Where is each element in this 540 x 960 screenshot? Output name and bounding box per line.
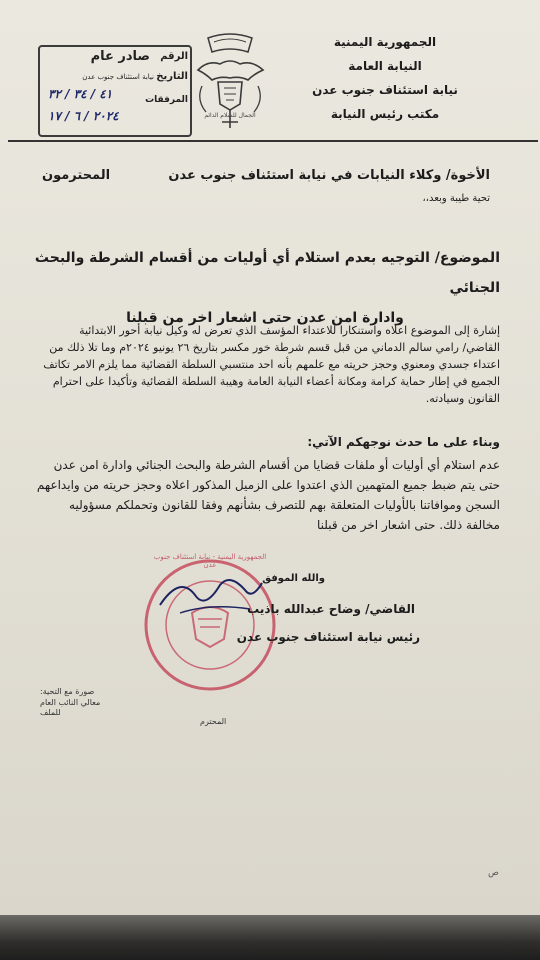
cc-label: صورة مع التحية: xyxy=(40,687,95,696)
intro-paragraph: إشارة إلى الموضوع اعلاه واستنكارا للاعتداء المؤسف الذي تعرض له وكيل نيابة أحور الابتدائية القاضي/ رامي سالم الدماني من قبل قسم شرطة خور مكسر بتاريخ ٢٦ يونيو ٢٠٢٤م وما تلا ذلك من اعتداء جسدي ومعنوي وحجز حريته مع علمهم بأنه احد منتسبي السلطة القضائية مما يلزم الامر تكاتف الجميع في إطار حماية كرامة ومكانة أعضاء النيابة العامة وهيبة السلطة القضائية وتأكيدا على احترام القانون وسيادته. xyxy=(43,324,500,405)
stamp-text: الجمهورية اليمنية - نيابة استئناف جنوب عدن xyxy=(153,553,267,569)
prosecution-name: النيابة العامة xyxy=(348,59,422,73)
reference-box xyxy=(38,45,192,137)
handwritten-signature xyxy=(150,565,270,625)
subject xyxy=(30,243,500,333)
signatory-title: رئيس نيابة استئناف جنوب عدن xyxy=(236,630,420,644)
date-label: التاريخ xyxy=(156,71,188,82)
addressee: الأخوة/ وكلاء النيابات في نيابة استئناف جنوب عدن xyxy=(168,168,490,183)
appeal-office-name: نيابة استئناف جنوب عدن xyxy=(312,83,458,97)
cc-item-2: للملف xyxy=(40,708,61,717)
number-label: الرقم xyxy=(160,51,188,62)
attachments-label: المرفقات xyxy=(145,95,188,105)
box-office-name: نيابة استئناف جنوب عدن xyxy=(82,73,154,81)
republic-name: الجمهورية اليمنية xyxy=(333,35,437,49)
outgoing-label: صادر عام xyxy=(90,49,150,64)
reference-number-value: ٤١ / ٣٤ / ٣٢ xyxy=(48,87,113,101)
footer-mark: ص xyxy=(488,868,499,878)
letterhead xyxy=(285,30,485,126)
header-divider xyxy=(8,140,538,142)
directive-heading: وبناء على ما حدث نوجهكم الآتي: xyxy=(307,435,500,449)
directive-paragraph: عدم استلام أي أوليات أو ملفات قضايا من أقسام الشرطة والبحث الجنائي وادارة امن عدن حتى يتم ضبط جميع المتهمين الذي اعتدوا على الزميل المذكور اعلاه وحجز حريته من وايداعهم السجن وموافاتنا بالأوليات المتعلقة بهم للتصرف بشأنهم وفقا للقانون وتحملكم مسؤوليه مخالفة ذلك. حتى اشعار اخر من قبلنا xyxy=(36,458,500,532)
subject-line-2: وادارة امن عدن حتى اشعار اخر من قبلنا xyxy=(126,310,404,326)
addressee-respected: المحترمون xyxy=(42,168,111,183)
yemen-eagle-emblem xyxy=(188,30,273,135)
subject-line-1: الموضوع/ التوجيه بعدم استلام أي أوليات من أقسام الشرطة والبحث الجنائي xyxy=(34,250,500,296)
photo-bottom-edge xyxy=(0,915,540,960)
greeting: تحية طيبة وبعد،، xyxy=(422,193,490,204)
signatory-name: القاضي/ وضاح عبدالله باذيب xyxy=(247,602,415,616)
cc-item-1: معالي النائب العام xyxy=(40,698,101,707)
emblem-caption: الجمال للسلام الدائم xyxy=(204,112,256,119)
date-value: ٢٠٢٤ / ٦ / ١٧ xyxy=(48,109,119,123)
chief-office-name: مكتب رئيس النيابة xyxy=(330,107,440,121)
cc-respected: المحترم xyxy=(200,717,227,726)
closing-phrase: والله الموفق xyxy=(262,573,325,584)
